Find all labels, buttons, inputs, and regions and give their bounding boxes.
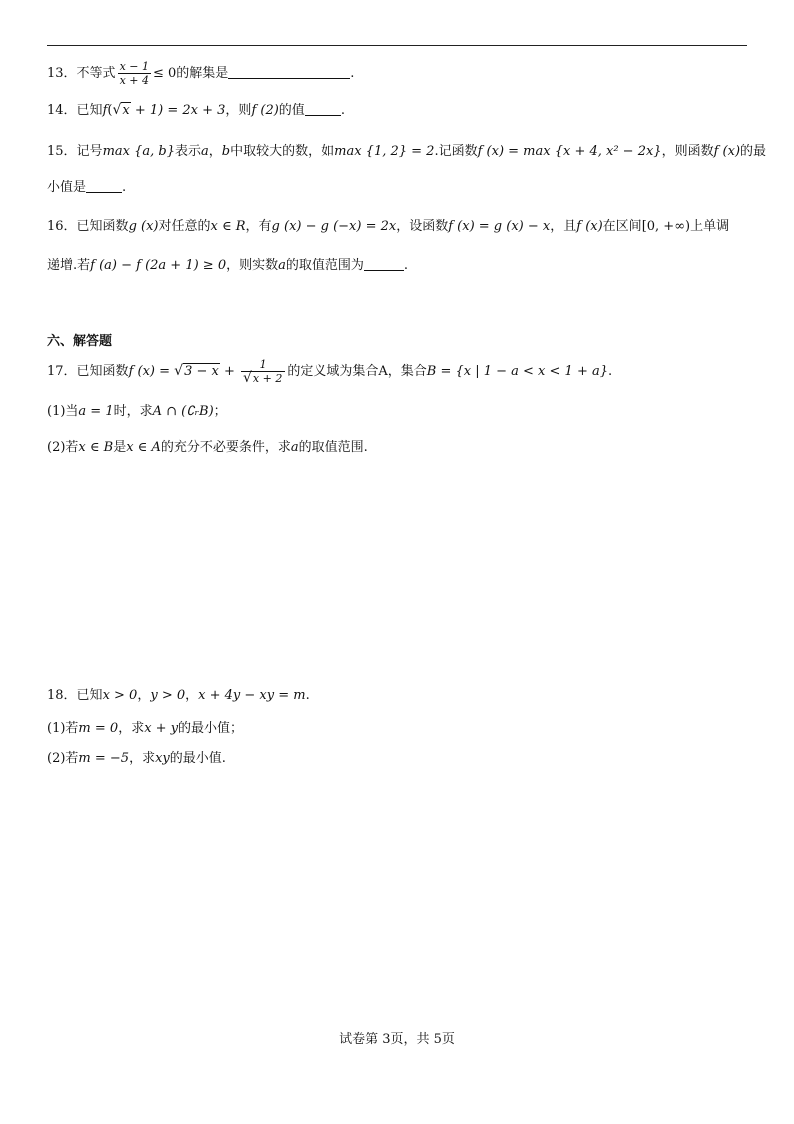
fraction xyxy=(118,60,151,87)
answer-blank[interactable] xyxy=(86,180,122,193)
question-text: ， xyxy=(185,688,199,703)
punctuation: ； xyxy=(213,404,227,419)
math-expression: B = {x | 1 − a < x < 1 + a} xyxy=(426,364,608,379)
math-expression: m = 0 xyxy=(78,721,119,736)
question-text: ，则函数 xyxy=(661,144,714,159)
question-text: 已知函数 xyxy=(76,364,129,379)
question-text: 表示 xyxy=(174,144,201,159)
question-text: 对任意的 xyxy=(158,219,211,234)
math-expression: A ∩ (∁ᵣB) xyxy=(152,404,214,419)
fraction-numerator: 1 xyxy=(241,358,285,372)
question-text: 的最 xyxy=(740,144,767,159)
problem-17 xyxy=(47,358,612,385)
question-14 xyxy=(47,101,345,120)
section-heading: 六、解答题 xyxy=(47,334,113,349)
math-expression: [0, +∞) xyxy=(641,219,691,234)
math-expression: a = 1 xyxy=(78,404,114,419)
part-label: (2)若 xyxy=(47,440,79,455)
question-text: 不等式 xyxy=(76,66,116,81)
question-15-line-1 xyxy=(47,143,766,161)
question-text: 小值是 xyxy=(47,180,87,195)
fraction-numerator: x − 1 xyxy=(119,60,149,73)
math-expression: max {a, b} xyxy=(102,144,175,159)
problem-18-part-2 xyxy=(47,750,226,768)
question-number: 14． xyxy=(47,103,77,118)
math-expression: max {1, 2} = 2 xyxy=(334,144,435,159)
math-variable: a xyxy=(201,144,209,159)
question-text: ，且 xyxy=(550,219,577,234)
math-expression: m = −5 xyxy=(78,751,130,766)
problem-17-part-2 xyxy=(47,439,368,457)
question-13 xyxy=(47,60,354,87)
problem-18 xyxy=(47,687,310,705)
question-text: 的值 xyxy=(278,103,305,118)
top-rule xyxy=(47,45,747,46)
math-expression: + 1) = 2x + 3 xyxy=(130,103,226,118)
question-text: ，则实数 xyxy=(226,258,279,273)
punctuation: . xyxy=(403,258,409,273)
fraction-denominator xyxy=(241,372,285,385)
question-text: ，有 xyxy=(245,219,272,234)
math-expression: ( xyxy=(107,103,113,118)
question-text: 的最小值； xyxy=(178,721,244,736)
answer-blank[interactable] xyxy=(305,103,341,116)
question-text: 的取值范围为 xyxy=(285,258,364,273)
fraction xyxy=(241,358,285,385)
problem-17-part-1 xyxy=(47,403,227,421)
math-expression: f xyxy=(102,103,108,118)
question-number: 16． xyxy=(47,219,77,234)
answer-blank[interactable] xyxy=(228,66,350,79)
question-text: 中取较大的数，如 xyxy=(230,144,335,159)
question-text: 是 xyxy=(113,440,127,455)
sqrt-radicand: x + 2 xyxy=(252,372,283,385)
page-footer: 试卷第 3页，共 5页 xyxy=(339,1032,455,1047)
question-text: 时，求 xyxy=(113,404,153,419)
question-number: 18． xyxy=(47,688,77,703)
question-text: ，则 xyxy=(225,103,252,118)
question-text: ， xyxy=(137,688,151,703)
question-number: 13． xyxy=(47,66,77,81)
part-label: (1)若 xyxy=(47,721,79,736)
question-text: 的解集是 xyxy=(176,66,229,81)
question-text: ，集合 xyxy=(387,364,427,379)
math-expression: f (x) = max {x + 4, x² − 2x} xyxy=(477,144,662,159)
part-label: (1)当 xyxy=(47,404,79,419)
punctuation: . xyxy=(340,103,345,118)
sqrt-icon: √ xyxy=(243,370,252,386)
question-text: 的定义域为集合 xyxy=(287,364,379,379)
question-text: ，设函数 xyxy=(396,219,449,234)
problem-18-part-1 xyxy=(47,720,243,738)
math-expression: x + 4y − xy = m xyxy=(198,688,306,703)
math-expression: f (a) − f (2a + 1) ≥ 0 xyxy=(90,258,227,273)
punctuation: . xyxy=(305,688,310,703)
question-text: 已知 xyxy=(76,103,103,118)
math-operator: + xyxy=(219,364,239,379)
answer-blank[interactable] xyxy=(364,258,404,271)
set-name: A xyxy=(378,364,388,379)
math-expression: x ∈ B xyxy=(78,440,114,455)
part-label: (2)若 xyxy=(47,751,79,766)
math-expression: xy xyxy=(155,751,170,766)
question-text: ，求 xyxy=(129,751,156,766)
math-expression: g (x) xyxy=(128,219,159,234)
math-expression: x > 0 xyxy=(102,688,138,703)
question-15-line-2 xyxy=(47,179,126,197)
math-variable: a xyxy=(290,440,299,455)
question-text: 上单调 xyxy=(690,219,730,234)
question-text: ， xyxy=(208,144,222,159)
question-text: .记函数 xyxy=(434,144,478,159)
question-number: 15． xyxy=(47,144,77,159)
question-text: ，求 xyxy=(118,721,145,736)
sqrt-icon: √ xyxy=(174,363,184,379)
punctuation: . xyxy=(122,180,127,195)
math-variable: a xyxy=(278,258,286,273)
sqrt-radicand: x xyxy=(122,103,130,118)
question-text: 的最小值. xyxy=(169,751,226,766)
math-expression: y > 0 xyxy=(150,688,186,703)
sqrt-radicand: 3 − x xyxy=(184,364,219,379)
math-expression: x ∈ A xyxy=(126,440,161,455)
question-text: 已知函数 xyxy=(76,219,129,234)
relation: ≤ 0 xyxy=(152,66,177,81)
fraction-denominator: x + 4 xyxy=(119,74,149,87)
math-expression: f (x) xyxy=(713,144,741,159)
math-expression: f (x) = xyxy=(128,364,175,379)
sqrt-icon: √ xyxy=(112,102,122,118)
question-text: 的充分不必要条件，求 xyxy=(160,440,291,455)
question-16-line-1 xyxy=(47,218,729,236)
question-text: 已知 xyxy=(76,688,103,703)
math-expression: g (x) − g (−x) = 2x xyxy=(271,219,397,234)
math-expression: x ∈ R xyxy=(210,219,246,234)
punctuation: . xyxy=(608,364,613,379)
question-16-line-2 xyxy=(47,257,408,275)
question-text: 记号 xyxy=(76,144,103,159)
question-number: 17． xyxy=(47,364,77,379)
math-expression: f (2) xyxy=(251,103,279,118)
question-text: 的取值范围. xyxy=(298,440,368,455)
question-text: 递增.若 xyxy=(47,258,91,273)
punctuation: . xyxy=(350,66,355,81)
math-expression: f (x) = g (x) − x xyxy=(448,219,551,234)
math-expression: f (x) xyxy=(576,219,603,234)
question-text: 在区间 xyxy=(602,219,642,234)
math-expression: x + y xyxy=(144,721,179,736)
math-variable: b xyxy=(221,144,231,159)
